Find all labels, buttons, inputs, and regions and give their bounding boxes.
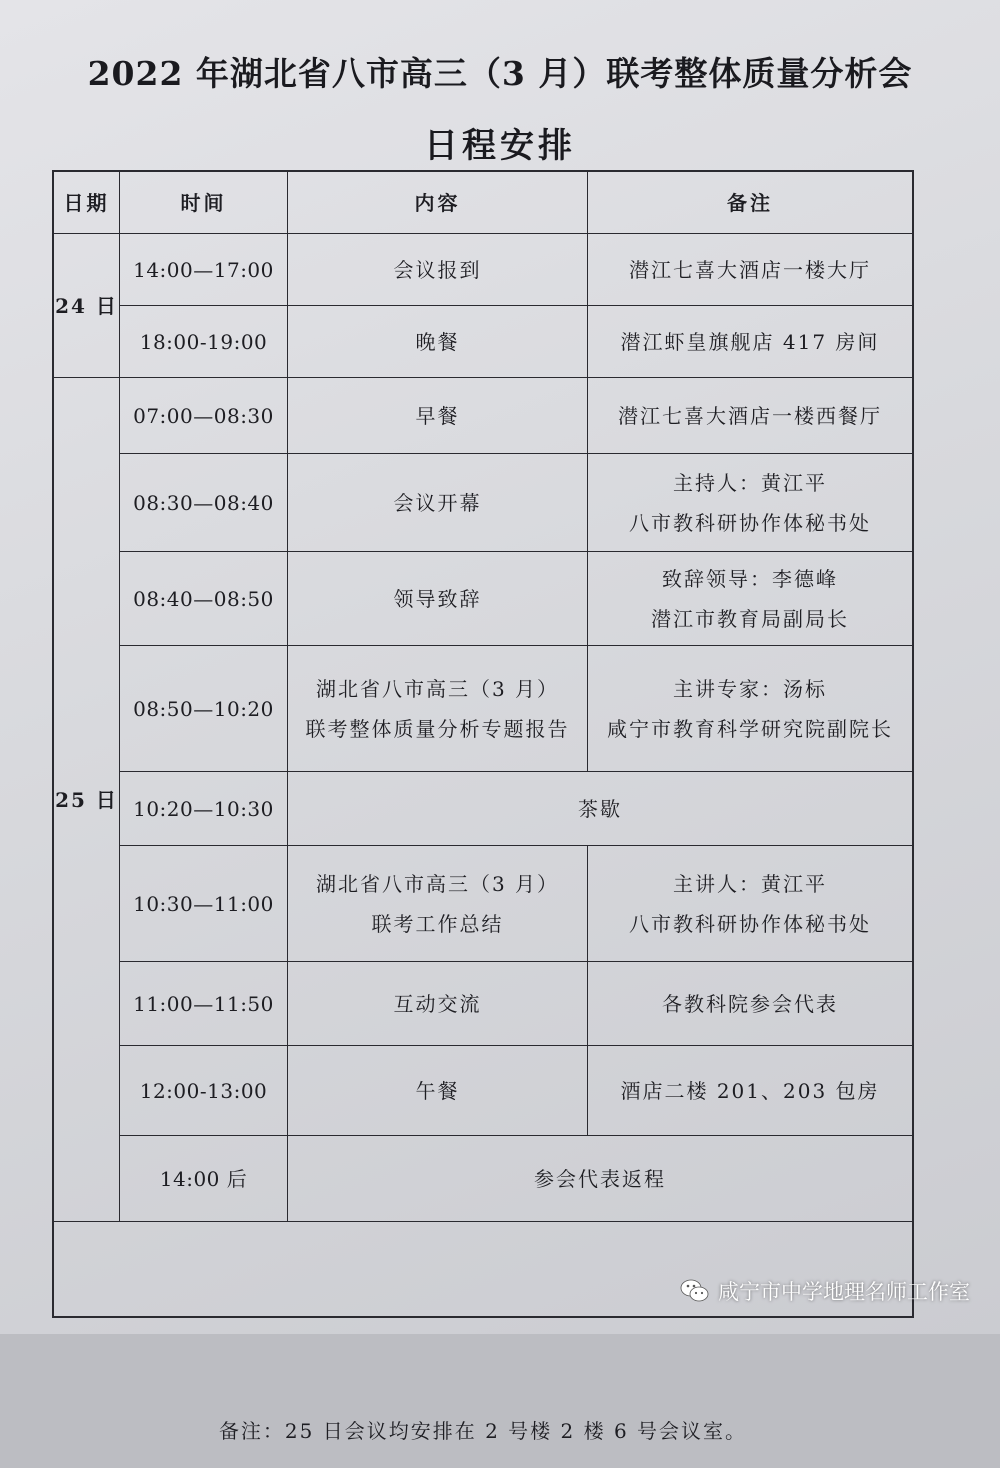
- content-line: 午餐: [415, 1078, 460, 1103]
- remark-cell: [588, 1046, 912, 1136]
- time-cell: 14:00—17:00: [120, 234, 288, 306]
- remark-cell: [588, 306, 912, 378]
- time-cell: 08:30—08:40: [120, 454, 288, 552]
- time-cell: 14:00 后: [120, 1136, 288, 1222]
- time-cell: 18:00-19:00: [120, 306, 288, 378]
- time-cell: 10:30—11:00: [120, 846, 288, 962]
- watermark: [680, 1276, 970, 1306]
- time-cell: 10:20—10:30: [120, 772, 288, 846]
- content-line: 联考工作总结: [371, 911, 504, 936]
- remark-cell: [588, 234, 912, 306]
- time-cell: 08:50—10:20: [120, 646, 288, 772]
- content-line: 会议开幕: [393, 490, 482, 515]
- time-cell: 12:00-13:00: [120, 1046, 288, 1136]
- schedule-table: [52, 170, 914, 1443]
- content-cell: [288, 552, 588, 646]
- header-time: 时间: [120, 172, 288, 234]
- remark-line: 咸宁市教育科学研究院副院长: [607, 716, 893, 741]
- content-cell: [288, 646, 588, 772]
- content-line: 互动交流: [393, 991, 482, 1016]
- content-cell: [288, 962, 588, 1046]
- merged-cell: 茶歇: [288, 772, 912, 846]
- footnote: 备注：25 日会议均安排在 2 号楼 2 楼 6 号会议室。: [218, 1418, 748, 1443]
- content-line: 晚餐: [415, 329, 460, 354]
- content-cell: [288, 306, 588, 378]
- remark-line: 潜江虾皇旗舰店 417 房间: [620, 329, 880, 354]
- merged-cell: 参会代表返程: [288, 1136, 912, 1222]
- time-cell: 07:00—08:30: [120, 378, 288, 454]
- remark-line: 主讲专家：汤标: [673, 676, 827, 701]
- remark-line: 八市教科研协作体秘书处: [629, 911, 871, 936]
- remark-cell: [588, 646, 912, 772]
- content-line: 会议报到: [393, 257, 482, 282]
- remark-line: 八市教科研协作体秘书处: [629, 510, 871, 535]
- header-content: 内容: [288, 172, 588, 234]
- content-cell: [288, 1046, 588, 1136]
- watermark-text: 咸宁市中学地理名师工作室: [718, 1280, 970, 1304]
- remark-line: 主持人：黄江平: [673, 470, 827, 495]
- time-cell: 08:40—08:50: [120, 552, 288, 646]
- content-cell: [288, 846, 588, 962]
- wechat-icon: [680, 1278, 710, 1304]
- content-line: 领导致辞: [393, 586, 482, 611]
- content-line: 联考整体质量分析专题报告: [305, 716, 570, 741]
- remark-line: 致辞领导：李德峰: [662, 566, 838, 591]
- remark-cell: [588, 454, 912, 552]
- remark-line: 各教科院参会代表: [662, 991, 838, 1016]
- header-date: 日期: [54, 172, 120, 234]
- content-cell: [288, 234, 588, 306]
- remark-line: 主讲人：黄江平: [673, 871, 827, 896]
- remark-cell: [588, 552, 912, 646]
- content-cell: [288, 378, 588, 454]
- remark-line: 酒店二楼 201、203 包房: [620, 1078, 880, 1103]
- content-cell: [288, 454, 588, 552]
- remark-line: 潜江七喜大酒店一楼大厅: [629, 257, 871, 282]
- date-cell-25: 25 日: [54, 378, 120, 1222]
- time-cell: 11:00—11:50: [120, 962, 288, 1046]
- document-subtitle: 日程安排: [424, 126, 576, 166]
- document-title: 2022 年湖北省八市高三（3 月）联考整体质量分析会: [87, 54, 913, 93]
- remark-cell: [588, 846, 912, 962]
- schedule-grid: [54, 172, 912, 1222]
- remark-cell: [588, 962, 912, 1046]
- date-cell-24: 24 日: [54, 234, 120, 378]
- remark-line: 潜江七喜大酒店一楼西餐厅: [618, 403, 882, 428]
- content-line: 早餐: [415, 403, 460, 428]
- content-line: 湖北省八市高三（3 月）: [315, 676, 560, 701]
- header-remark: 备注: [588, 172, 912, 234]
- remark-cell: [588, 378, 912, 454]
- remark-line: 潜江市教育局副局长: [651, 606, 849, 631]
- content-line: 湖北省八市高三（3 月）: [315, 871, 560, 896]
